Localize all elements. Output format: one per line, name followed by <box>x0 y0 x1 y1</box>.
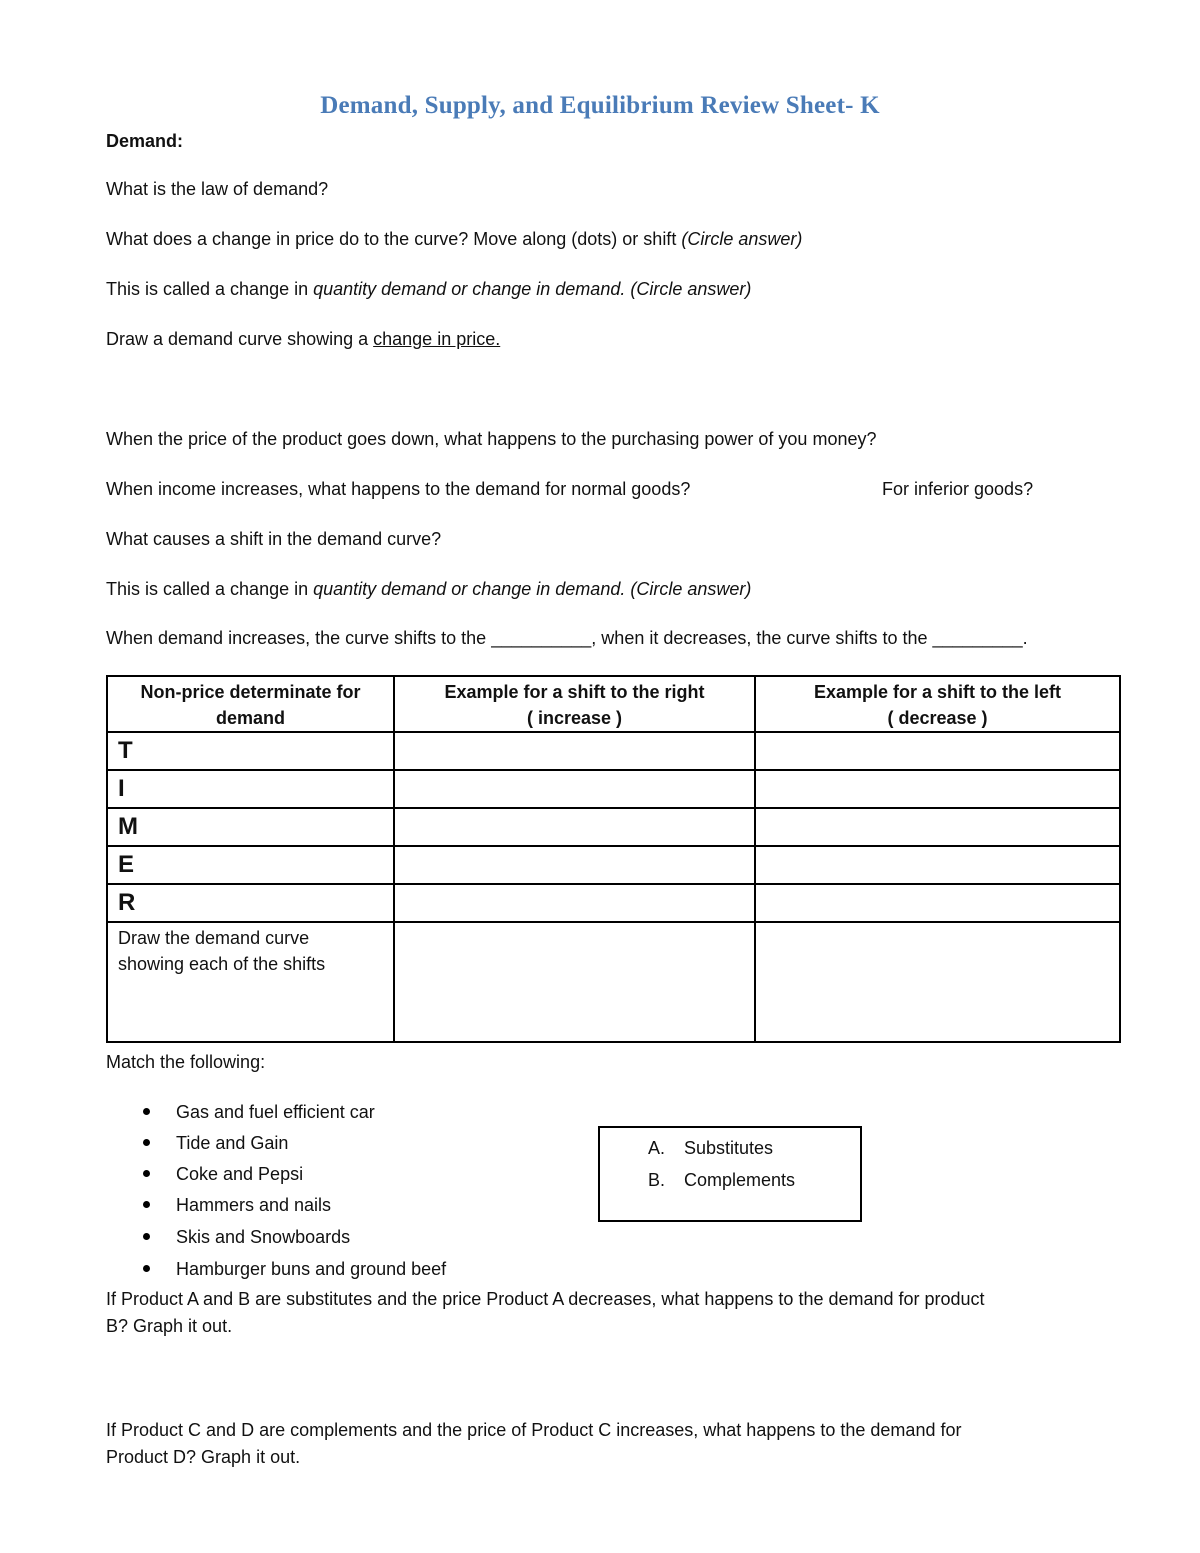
determinant-letter: R <box>107 884 394 922</box>
header-shift-right: Example for a shift to the right ( increase ) <box>394 676 755 732</box>
question-called-change-2 <box>106 578 751 600</box>
option-key: A. <box>648 1138 666 1158</box>
question-substitutes-line-2: B? Graph it out. <box>106 1316 233 1336</box>
answer-cell-right[interactable] <box>394 808 755 846</box>
question-complements-line-2: Product D? Graph it out. <box>106 1447 301 1467</box>
bullet-icon <box>143 1139 150 1146</box>
answer-cell-right[interactable] <box>394 846 755 884</box>
list-item: Coke and Pepsi <box>176 1164 304 1184</box>
question-substitutes-line-1: If Product A and B are substitutes and the price Product A decreases, what happens to the demand for product <box>106 1289 985 1309</box>
circle-answer-note: (Circle answer) <box>681 229 803 249</box>
table-row <box>107 732 1120 770</box>
question-text: What does a change in price do to the curve? Move along (dots) or shift <box>106 229 682 249</box>
question-law-of-demand: What is the law of demand? <box>106 179 329 199</box>
determinant-letter: T <box>107 732 394 770</box>
answer-cell-right[interactable] <box>394 732 755 770</box>
table-row <box>107 846 1120 884</box>
header-shift-left: Example for a shift to the left ( decrease ) <box>755 676 1120 732</box>
question-complements-line-1: If Product C and D are complements and the price of Product C increases, what happens to the demand for <box>106 1420 962 1440</box>
question-inferior-goods: For inferior goods? <box>882 479 1034 499</box>
answer-cell-left[interactable] <box>755 808 1120 846</box>
question-text: This is called a change in <box>106 579 314 599</box>
draw-cell-right[interactable] <box>394 922 755 1042</box>
question-shift-causes: What causes a shift in the demand curve? <box>106 529 442 549</box>
bullet-icon <box>143 1233 150 1240</box>
list-item: Gas and fuel efficient car <box>176 1102 375 1122</box>
answer-cell-left[interactable] <box>755 846 1120 884</box>
answer-cell-left[interactable] <box>755 770 1120 808</box>
draw-label: Draw the demand curve showing each of the shifts <box>107 922 394 1042</box>
answer-cell-right[interactable] <box>394 770 755 808</box>
circle-options: quantity demand or change in demand. (Circle answer) <box>313 579 752 599</box>
determinant-letter: M <box>107 808 394 846</box>
option-label: Substitutes <box>684 1138 774 1158</box>
draw-cell-left[interactable] <box>755 922 1120 1042</box>
table-row <box>107 808 1120 846</box>
match-option <box>648 1169 795 1191</box>
answer-cell-left[interactable] <box>755 884 1120 922</box>
determinant-letter: I <box>107 770 394 808</box>
table-row <box>107 770 1120 808</box>
table-row-draw <box>107 922 1120 1042</box>
page-title: Demand, Supply, and Equilibrium Review Sheet- K <box>320 92 880 119</box>
question-price-change <box>106 228 802 250</box>
table-row <box>107 884 1120 922</box>
section-heading: Demand: <box>106 131 184 151</box>
bullet-icon <box>143 1108 150 1115</box>
circle-options: quantity demand or change in demand. (Circle answer) <box>313 279 752 299</box>
list-item: Skis and Snowboards <box>176 1227 351 1247</box>
question-income-normal: When income increases, what happens to the demand for normal goods? <box>106 479 691 499</box>
answer-cell-left[interactable] <box>755 732 1120 770</box>
list-item: Hamburger buns and ground beef <box>176 1259 447 1279</box>
list-item: Tide and Gain <box>176 1133 289 1153</box>
option-label: Complements <box>684 1170 796 1190</box>
question-draw-curve <box>106 328 500 350</box>
match-heading: Match the following: <box>106 1052 266 1072</box>
bullet-icon <box>143 1265 150 1272</box>
question-text: Draw a demand curve showing a <box>106 329 374 349</box>
question-purchasing-power: When the price of the product goes down, what happens to the purchasing power of you money? <box>106 429 877 449</box>
match-option <box>648 1137 773 1159</box>
option-key: B. <box>648 1170 666 1190</box>
list-item: Hammers and nails <box>176 1195 332 1215</box>
answer-cell-right[interactable] <box>394 884 755 922</box>
determinant-letter: E <box>107 846 394 884</box>
bullet-icon <box>143 1201 150 1208</box>
question-shift-direction: When demand increases, the curve shifts to the __________, when it decreases, the curve shifts to the _________. <box>106 628 1028 648</box>
underlined-text: change in price. <box>373 329 501 349</box>
header-determinate: Non-price determinate for demand <box>107 676 394 732</box>
question-text: This is called a change in <box>106 279 314 299</box>
bullet-icon <box>143 1170 150 1177</box>
table-header-row <box>107 676 1120 732</box>
question-called-change-1 <box>106 278 751 300</box>
determinants-table <box>106 675 1121 1043</box>
